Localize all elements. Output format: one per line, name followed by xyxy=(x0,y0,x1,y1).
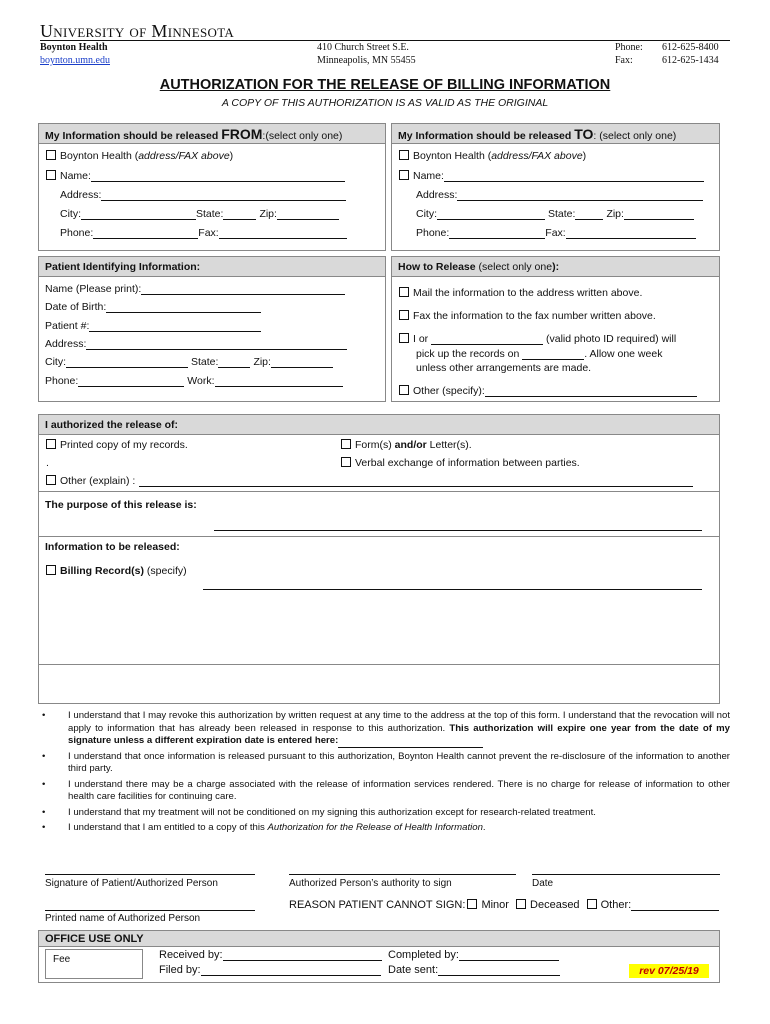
terms-list xyxy=(40,710,730,838)
term-revoke-text: I understand that I may revoke this authorization by written request at any time to the address at the top of this form. I understand that the revocation will not apply to information that has already been released in response to this authorization. xyxy=(68,710,730,734)
date-line[interactable] xyxy=(532,874,720,875)
patient-city-row xyxy=(45,356,333,368)
how-other-label: Other (specify): xyxy=(413,385,485,397)
how-opt-mail[interactable] xyxy=(399,287,642,299)
other-reason-label: Other: xyxy=(600,899,632,911)
revision-badge: rev 07/25/19 xyxy=(629,964,709,978)
filed-label: Filed by: xyxy=(159,964,201,976)
received-label: Received by: xyxy=(159,949,223,961)
reason-row xyxy=(289,899,719,911)
how-mail-label: Mail the information to the address written above. xyxy=(413,287,643,299)
term-item-copy xyxy=(40,822,730,835)
term-treatment-text: I understand that my treatment will not be conditioned on my signing this authorization except for research-related treatment. xyxy=(68,806,596,818)
other-reason-field[interactable] xyxy=(631,900,719,911)
fax-value: 612-625-1434 xyxy=(662,55,719,66)
to-boynton-end: ) xyxy=(582,150,587,162)
from-address-row xyxy=(60,189,346,201)
bullet-icon: • xyxy=(42,822,46,833)
how-pickup-date-field[interactable] xyxy=(522,349,584,360)
filed-field[interactable] xyxy=(201,965,381,976)
term-redisclosure-text: I understand that once information is released pursuant to this authorization, Boynton Health cannot prevent the re-disclosure of the information to another third party. xyxy=(68,750,730,774)
term-item-charge xyxy=(40,779,730,804)
patient-name-row xyxy=(45,283,345,295)
completed-row xyxy=(388,949,559,961)
date-sent-row xyxy=(388,964,560,976)
patient-zip-label: Zip: xyxy=(253,356,271,368)
from-phone-label: Phone: xyxy=(60,227,94,239)
completed-field[interactable] xyxy=(459,950,559,961)
patient-phone-label: Phone: xyxy=(45,375,79,387)
filed-row xyxy=(159,964,381,976)
from-boynton-checkbox[interactable] xyxy=(46,150,56,160)
how-section-header xyxy=(392,257,719,277)
auth-opt-forms[interactable] xyxy=(341,439,472,451)
to-zip-field[interactable] xyxy=(624,209,694,220)
how-other-field[interactable] xyxy=(485,386,697,397)
term-revoke-bold: This authorization will expire one year from the date of my signature unless a different expiration date is entered here: xyxy=(68,722,730,746)
patient-state-label: State: xyxy=(191,356,219,368)
auth-verbal-label: Verbal exchange of information between parties. xyxy=(355,457,580,469)
patient-zip-field[interactable] xyxy=(271,357,333,368)
printed-name-label: Printed name of Authorized Person xyxy=(45,913,201,924)
date-sent-field[interactable] xyxy=(438,965,560,976)
bullet-icon: • xyxy=(42,750,46,762)
info-billing-checkbox[interactable] xyxy=(46,565,56,575)
how-head-c: ): xyxy=(552,261,560,273)
date-label: Date xyxy=(532,878,554,889)
patient-number-label: Patient #: xyxy=(45,320,90,332)
from-zip-label: Zip: xyxy=(259,208,277,220)
auth-other-checkbox[interactable] xyxy=(46,475,56,485)
auth-opt-verbal[interactable] xyxy=(341,457,580,469)
patient-phone-row xyxy=(45,375,343,387)
other-reason-checkbox[interactable] xyxy=(587,899,597,909)
to-opt-name[interactable] xyxy=(399,170,704,182)
received-row xyxy=(159,949,382,961)
how-fax-checkbox[interactable] xyxy=(399,310,409,320)
patient-name-label: Name (Please print): xyxy=(45,283,142,295)
patient-city-field[interactable] xyxy=(66,357,188,368)
auth-printed-checkbox[interactable] xyxy=(46,439,56,449)
signature-line[interactable] xyxy=(45,874,255,875)
to-fax-label: Fax: xyxy=(545,227,566,239)
term-item-revoke xyxy=(40,710,730,748)
auth-verbal-checkbox[interactable] xyxy=(341,457,351,467)
auth-forms-a: Form(s) xyxy=(355,439,395,451)
to-phone-row xyxy=(416,227,696,239)
auth-forms-checkbox[interactable] xyxy=(341,439,351,449)
patient-city-label: City: xyxy=(45,356,66,368)
auth-dot: . xyxy=(46,457,49,469)
how-pickup-checkbox[interactable] xyxy=(399,333,409,343)
auth-opt-other[interactable] xyxy=(46,475,693,487)
deceased-checkbox[interactable] xyxy=(516,899,526,909)
from-head-c: :(select only one) xyxy=(262,130,343,142)
authority-line[interactable] xyxy=(289,874,516,875)
auth-printed-label: Printed copy of my records. xyxy=(60,439,188,451)
from-head-b: FROM xyxy=(221,126,263,142)
patient-address-row xyxy=(45,338,347,350)
how-pickup-line2 xyxy=(416,348,662,360)
date-sent-label: Date sent: xyxy=(388,964,439,976)
auth-forms-c: Letter(s). xyxy=(426,439,472,451)
term-copy-text-a: I understand that I am entitled to a copy of this xyxy=(68,822,268,833)
info-opt-billing[interactable] xyxy=(46,565,187,577)
from-state-field[interactable] xyxy=(223,209,256,220)
fee-label: Fee xyxy=(53,954,71,965)
to-boynton-label: Boynton Health ( xyxy=(413,150,492,162)
term-item-treatment xyxy=(40,807,730,820)
from-name-label: Name: xyxy=(60,170,91,182)
to-state-field[interactable] xyxy=(575,209,603,220)
term-item-redisclosure xyxy=(40,751,730,776)
fee-box[interactable] xyxy=(45,949,143,979)
patient-address-field[interactable] xyxy=(86,339,347,350)
term-charge-text: I understand there may be a charge associated with the release of information services rendered. There is no charge for release of information to other health care facilities for continuing care. xyxy=(68,778,730,802)
how-fax-label: Fax the information to the fax number written above. xyxy=(413,310,656,322)
info-divider xyxy=(38,664,720,665)
org-name: Boynton Health xyxy=(40,42,108,53)
from-boynton-end: ) xyxy=(229,150,234,162)
patient-dob-row xyxy=(45,301,261,313)
to-boynton-checkbox[interactable] xyxy=(399,150,409,160)
how-pickup-c: pick up the records on xyxy=(416,348,520,360)
expiration-date-field[interactable] xyxy=(338,738,483,748)
to-head-c: : (select only one) xyxy=(593,130,677,142)
deceased-label: Deceased xyxy=(530,899,580,911)
from-city-row xyxy=(60,208,339,220)
to-head-a: My Information should be released xyxy=(398,130,575,142)
minor-label: Minor xyxy=(481,899,509,911)
phone-label: Phone: xyxy=(615,42,643,53)
patient-address-label: Address: xyxy=(45,338,87,350)
purpose-field[interactable] xyxy=(214,530,702,531)
to-fax-field[interactable] xyxy=(566,228,696,239)
printed-name-line[interactable] xyxy=(45,910,255,911)
patient-number-row xyxy=(45,320,261,332)
to-city-row xyxy=(416,208,694,220)
phone-value: 612-625-8400 xyxy=(662,42,719,53)
form-title: AUTHORIZATION FOR THE RELEASE OF BILLING INFORMATION xyxy=(159,77,611,93)
auth-opt-printed[interactable] xyxy=(46,439,188,451)
from-name-checkbox[interactable] xyxy=(46,170,56,180)
from-section-header xyxy=(39,124,385,144)
completed-label: Completed by: xyxy=(388,949,459,961)
auth-other-label: Other (explain) : xyxy=(60,475,136,487)
minor-checkbox[interactable] xyxy=(467,899,477,909)
authority-label: Authorized Person’s authority to sign xyxy=(289,878,452,889)
bullet-icon: • xyxy=(42,806,46,818)
to-opt-boynton[interactable] xyxy=(399,150,586,162)
to-section-header xyxy=(392,124,719,144)
how-pickup-a: I or xyxy=(413,333,429,345)
to-address-row xyxy=(416,189,703,201)
signature-label: Signature of Patient/Authorized Person xyxy=(45,878,218,889)
from-address-field[interactable] xyxy=(101,190,346,201)
university-name xyxy=(40,21,234,42)
how-head-a: How to Release xyxy=(398,261,476,273)
address-line1: 410 Church Street S.E. xyxy=(317,42,409,53)
info-billing-field[interactable] xyxy=(203,589,702,590)
how-section xyxy=(391,256,720,402)
bullet-icon: • xyxy=(42,710,46,721)
info-section xyxy=(38,536,720,704)
how-opt-other[interactable] xyxy=(399,385,697,397)
how-opt-fax[interactable] xyxy=(399,310,656,322)
from-phone-field[interactable] xyxy=(93,228,198,239)
office-section-header: OFFICE USE ONLY xyxy=(39,931,719,947)
from-name-field[interactable] xyxy=(91,171,345,182)
term-copy-text-c: . xyxy=(482,822,486,833)
authorized-section-header: I authorized the release of: xyxy=(39,415,719,435)
term-copy-text-b: Authorization for the Release of Health Information xyxy=(267,822,483,833)
how-pickup-line3: unless other arrangements are made. xyxy=(416,362,592,374)
patient-number-field[interactable] xyxy=(89,321,261,332)
purpose-label: The purpose of this release is: xyxy=(45,499,197,511)
from-opt-name[interactable] xyxy=(46,170,345,182)
how-opt-pickup[interactable] xyxy=(399,333,676,345)
to-city-label: City: xyxy=(416,208,437,220)
info-billing-b: (specify) xyxy=(144,565,187,577)
to-name-field[interactable] xyxy=(444,171,704,182)
to-name-label: Name: xyxy=(413,170,444,182)
patient-work-field[interactable] xyxy=(215,376,343,387)
to-zip-label: Zip: xyxy=(606,208,624,220)
from-phone-row xyxy=(60,227,347,239)
to-head-b: TO xyxy=(574,126,594,142)
patient-name-field[interactable] xyxy=(141,284,345,295)
how-pickup-b: (valid photo ID required) will xyxy=(546,333,677,345)
info-label: Information to be released: xyxy=(45,541,180,553)
patient-dob-label: Date of Birth: xyxy=(45,301,107,313)
how-pickup-person-field[interactable] xyxy=(431,334,543,345)
from-city-field[interactable] xyxy=(81,209,196,220)
from-zip-field[interactable] xyxy=(277,209,339,220)
from-boynton-label: Boynton Health ( xyxy=(60,150,139,162)
to-phone-field[interactable] xyxy=(449,228,545,239)
how-other-checkbox[interactable] xyxy=(399,385,409,395)
from-head-a: My Information should be released xyxy=(45,130,222,142)
from-city-label: City: xyxy=(60,208,81,220)
fax-label: Fax: xyxy=(615,55,633,66)
to-boynton-italic: address/FAX above xyxy=(491,150,583,162)
from-boynton-italic: address/FAX above xyxy=(138,150,230,162)
org-link[interactable]: boynton.umn.edu xyxy=(40,55,110,66)
from-state-label: State: xyxy=(196,208,224,220)
patient-work-label: Work: xyxy=(187,375,215,387)
how-mail-checkbox[interactable] xyxy=(399,287,409,297)
reason-label: REASON PATIENT CANNOT SIGN: xyxy=(289,899,466,911)
header-rule xyxy=(40,40,730,41)
bullet-icon: • xyxy=(42,778,46,790)
auth-other-field[interactable] xyxy=(139,476,693,487)
how-pickup-d: . Allow one week xyxy=(584,348,663,360)
from-fax-label: Fax: xyxy=(198,227,219,239)
address-line2: Minneapolis, MN 55455 xyxy=(317,55,416,66)
to-address-label: Address: xyxy=(416,189,458,201)
received-field[interactable] xyxy=(223,950,382,961)
university-name-text: University of Minnesota xyxy=(40,21,235,41)
patient-dob-field[interactable] xyxy=(106,302,261,313)
patient-state-field[interactable] xyxy=(218,357,250,368)
to-city-field[interactable] xyxy=(437,209,545,220)
form-subtitle: A COPY OF THIS AUTHORIZATION IS AS VALID AS THE ORIGINAL xyxy=(221,97,549,109)
from-address-label: Address: xyxy=(60,189,102,201)
to-name-checkbox[interactable] xyxy=(399,170,409,180)
to-state-label: State: xyxy=(548,208,576,220)
to-phone-label: Phone: xyxy=(416,227,450,239)
from-fax-field[interactable] xyxy=(219,228,347,239)
how-head-b: (select only one xyxy=(475,261,553,273)
to-address-field[interactable] xyxy=(457,190,703,201)
patient-section-header: Patient Identifying Information: xyxy=(39,257,385,277)
patient-phone-field[interactable] xyxy=(78,376,184,387)
info-billing-a: Billing Record(s) xyxy=(60,565,145,577)
from-opt-boynton[interactable] xyxy=(46,150,233,162)
auth-forms-b: and/or xyxy=(394,439,427,451)
